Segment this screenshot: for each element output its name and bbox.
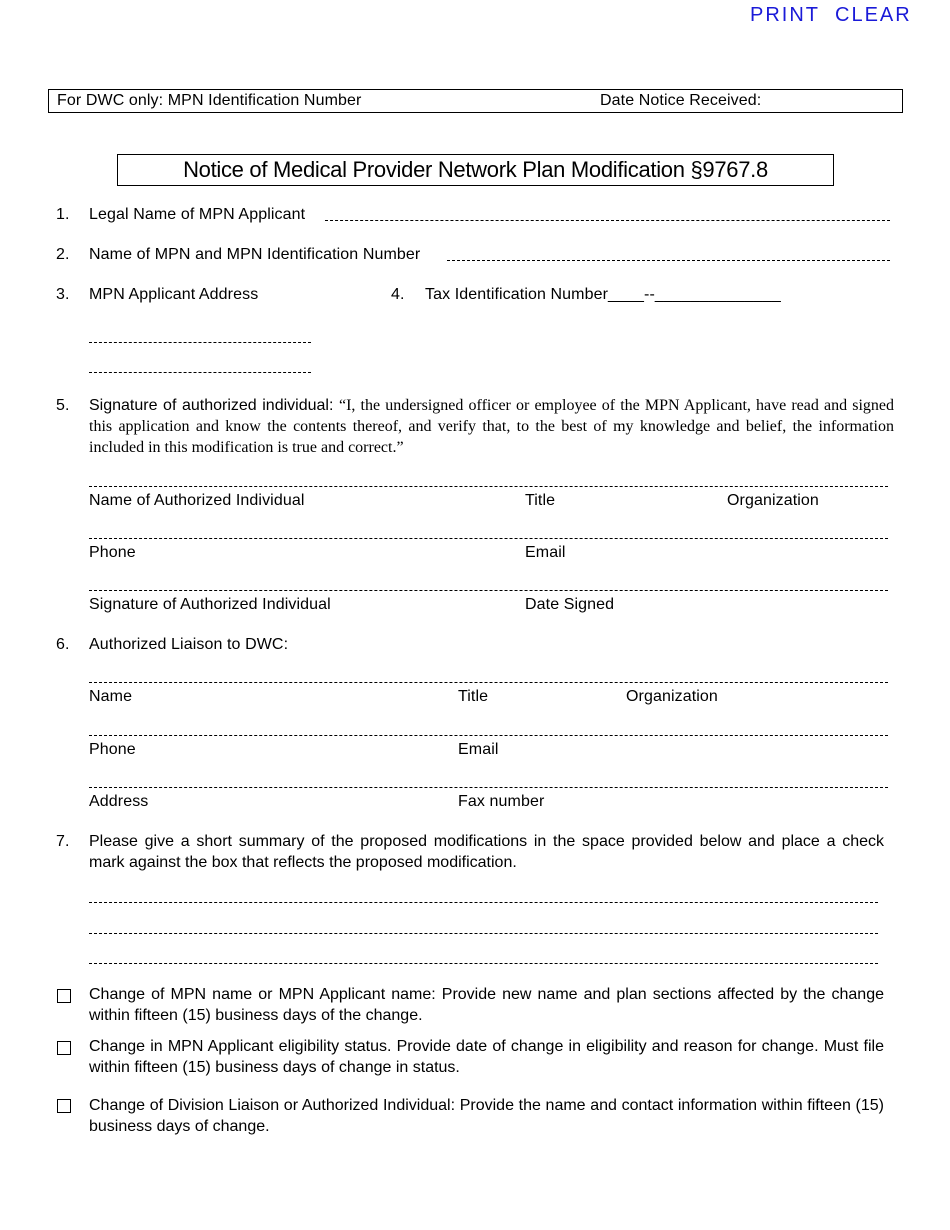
item-4-number: 4. xyxy=(391,286,405,303)
item-3-label: MPN Applicant Address xyxy=(89,286,259,303)
item-5-number: 5. xyxy=(56,397,70,414)
liaison-email-label: Email xyxy=(458,741,499,758)
legal-name-input-line[interactable] xyxy=(325,220,890,221)
auth-phone-label: Phone xyxy=(89,544,136,561)
auth-email-label: Email xyxy=(525,544,566,561)
auth-name-label: Name of Authorized Individual xyxy=(89,492,305,509)
liaison-address-fax-line[interactable] xyxy=(89,787,888,788)
liaison-phone-email-line[interactable] xyxy=(89,735,888,736)
clear-link[interactable]: CLEAR xyxy=(835,4,912,26)
auth-name-title-org-line[interactable] xyxy=(89,486,888,487)
auth-phone-email-line[interactable] xyxy=(89,538,888,539)
address-input-line-1[interactable] xyxy=(89,342,311,343)
summary-line-2[interactable] xyxy=(89,933,878,934)
item-6-number: 6. xyxy=(56,636,70,653)
item-1-number: 1. xyxy=(56,206,70,223)
page-title: Notice of Medical Provider Network Plan Modification §9767.8 xyxy=(117,154,834,186)
item-1-label: Legal Name of MPN Applicant xyxy=(89,206,306,223)
address-input-line-2[interactable] xyxy=(89,372,311,373)
checkbox-name-change[interactable] xyxy=(57,989,71,1003)
liaison-title-label: Title xyxy=(458,688,489,705)
checkbox-liaison-change-label: Change of Division Liaison or Authorized Individual: Provide the name and contact information within fifteen (15) business days of change. xyxy=(89,1097,884,1135)
liaison-name-label: Name xyxy=(89,688,133,705)
summary-line-1[interactable] xyxy=(89,902,878,903)
liaison-name-title-org-line[interactable] xyxy=(89,682,888,683)
auth-signature-date-line[interactable] xyxy=(89,590,888,591)
auth-signature-label: Signature of Authorized Individual xyxy=(89,596,331,613)
auth-org-label: Organization xyxy=(727,492,819,509)
liaison-fax-label: Fax number xyxy=(458,793,545,810)
auth-date-label: Date Signed xyxy=(525,596,615,613)
liaison-org-label: Organization xyxy=(626,688,718,705)
auth-title-label: Title xyxy=(525,492,556,509)
print-link[interactable]: PRINT xyxy=(750,4,820,26)
item-6-label: Authorized Liaison to DWC: xyxy=(89,636,289,653)
item-5-lead: Signature of authorized individual: xyxy=(89,397,339,414)
item-7-number: 7. xyxy=(56,833,70,850)
item-3-number: 3. xyxy=(56,286,70,303)
checkbox-liaison-change[interactable] xyxy=(57,1099,71,1113)
liaison-phone-label: Phone xyxy=(89,741,136,758)
checkbox-eligibility-change[interactable] xyxy=(57,1041,71,1055)
dwc-mpn-id-label: For DWC only: MPN Identification Number xyxy=(57,92,362,109)
summary-line-3[interactable] xyxy=(89,963,878,964)
item-4-label: Tax Identification Number____--______________ xyxy=(425,286,781,303)
liaison-address-label: Address xyxy=(89,793,149,810)
item-5-quote: “I, the undersigned officer or employee of the MPN Applicant, have read and signed this application and know the contents thereof, and verify that, to the best of my knowledge and belief, the information included in this modification is true and correct.” xyxy=(89,397,894,456)
item-7-instructions: Please give a short summary of the proposed modifications in the space provided below and place a check mark against the box that reflects the proposed modification. xyxy=(89,833,884,871)
checkbox-name-change-label: Change of MPN name or MPN Applicant name: Provide new name and plan sections affected by the change within fifteen (15) business days of the change. xyxy=(89,986,884,1024)
checkbox-eligibility-change-label: Change in MPN Applicant eligibility status. Provide date of change in eligibility and reason for change. Must file within fifteen (15) business days of change in status. xyxy=(89,1038,884,1076)
item-2-label: Name of MPN and MPN Identification Number xyxy=(89,246,421,263)
item-5-statement xyxy=(89,395,894,458)
mpn-name-id-input-line[interactable] xyxy=(447,260,890,261)
item-2-number: 2. xyxy=(56,246,70,263)
dwc-date-received-label: Date Notice Received: xyxy=(600,92,762,109)
